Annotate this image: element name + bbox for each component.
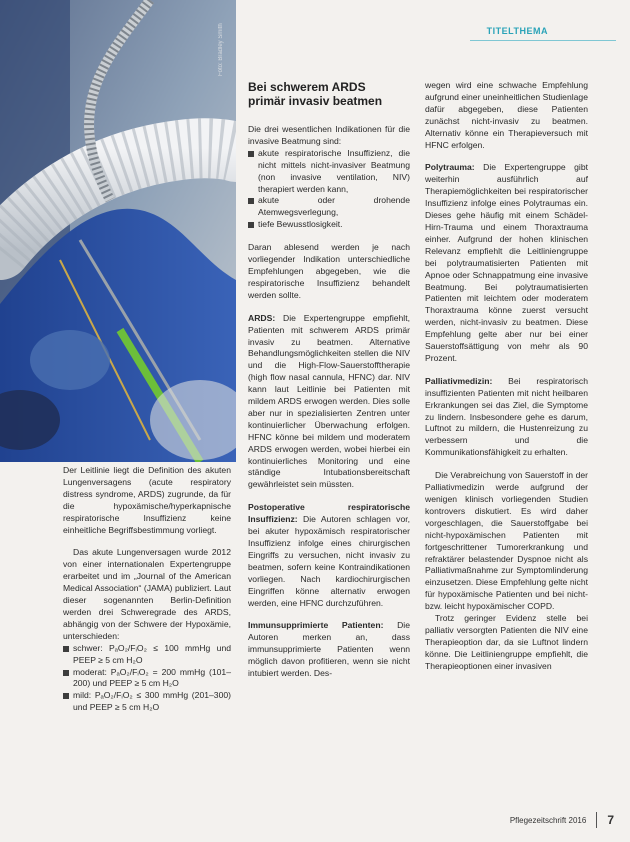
immunosuppressed-paragraph: Immunsupprimierte Patienten: Die Autoren merken an, dass immunsupprimierte Patienten wenn möglich davon profitieren, wenn sie nicht intubiert werden. Des-: [248, 620, 410, 679]
recommendation-paragraph: Daran ablesend werden je nach vorliegender Indikation unterschiedliche Empfehlungen abgegeben, wie die respiratorische Insuffizienz behandelt werden sollte.: [248, 242, 410, 300]
header-rule: [470, 40, 616, 41]
list-item: tiefe Bewusstlosigkeit.: [248, 219, 410, 231]
list-item: moderat: PₐO₂/FᵢO₂ = 200 mmHg (101–200) und PEEP ≥ 5 cm H₂O: [63, 667, 231, 691]
niv-paragraph: Trotz geringer Evidenz stelle bei palliativ versorgten Patienten die NIV eine Therapieoption dar, da sie Luftnot lindern könne. Die Leitliniengruppe empfiehlt, die Therapieoptionen einer invasiven: [425, 613, 588, 671]
ards-paragraph: ARDS: Die Expertengruppe empfiehlt, Patienten mit schwerem ARDS primär invasiv zu beatmen. Alternative Behandlungsmöglichkeiten stellen die NIV und die High-Flow-Sauerstofftherapie (high flow nasal cannula, HFNC) dar. NIV kann laut Leitlinie bei Patienten mit mildem ARDS erwogen werden. Dies solle aber nur in spezialisierten Zentren unter kontinuierlicher Überwachung erfolgen. HFNC könne bei mildem und moderatem ARDS erwogen werden, wobei hierbei ein kontinuierliches Monitoring und eine ständige Intubationsbereitschaft gewährleistet sein müssten.: [248, 312, 410, 490]
indications-intro: Die drei wesentlichen Indikationen für die invasive Beatmung sind:: [248, 124, 410, 146]
list-item: akute oder drohende Atemwegsverlegung,: [248, 195, 410, 219]
bullet-square-icon: [248, 151, 254, 157]
section-tag: TITELTHEMA: [486, 26, 548, 36]
list-item: schwer: PₐO₂/FᵢO₂ ≤ 100 mmHg und PEEP ≥ 5 cm H₂O: [63, 643, 231, 667]
column-1: [63, 465, 231, 714]
list-item: akute respiratorische Insuffizienz, die nicht mittels nicht-invasiver Beatmung (non invasive ventilation, NIV) therapiert werden kann,: [248, 148, 410, 196]
column-2: [248, 80, 410, 691]
header-photo: [0, 0, 236, 462]
postoperative-paragraph: Postoperative respiratorische Insuffizienz: Die Autoren schlagen vor, bei akuter hypoxämisch respiratorischer Insuffizienz infolge eines chirurgischen Eingriffs zu versuchen, nicht invasiv zu beatmen, sofern keine Kontraindikationen vorliegen. Nach kardiochirurgischen Eingriffen könne alternativ erwogen werden, eine HFNC durchzuführen.: [248, 502, 410, 608]
article-subheading: Bei schwerem ARDS primär invasiv beatmen: [248, 80, 383, 108]
bullet-square-icon: [63, 670, 69, 676]
photo-credit: Foto: Bradley Smith: [218, 23, 224, 76]
palliative-paragraph: Palliativmedizin: Bei respiratorisch insuffizienten Patienten mit nicht heilbaren Erkrankungen sei das Ziel, die Symptome zu lindern. Insbesondere gehe es darum, Luftnot zu mildern, die Hustenreizung zu verbessern und die Kommunikationsfähigkeit zu erhalten.: [425, 375, 588, 458]
bullet-square-icon: [248, 222, 254, 228]
list-item: mild: PₐO₂/FᵢO₂ ≤ 300 mmHg (201–300) und PEEP ≥ 5 cm H₂O: [63, 690, 231, 714]
footer-divider: [596, 812, 597, 828]
page-header: [236, 0, 630, 50]
page-number: 7: [607, 813, 614, 827]
continuation-paragraph: wegen wird eine schwache Empfehlung aufgrund einer uneinheitlichen Studienlage dafür abgegeben, diese Patienten zunächst nicht-invasiv zu beatmen. Alternativ könne ein Therapieversuch mit HFNC erfolgen.: [425, 80, 588, 150]
column-3: [425, 80, 588, 673]
bullet-square-icon: [63, 646, 69, 652]
oxygen-paragraph: Die Verabreichung von Sauerstoff in der Palliativmedizin werde aufgrund der wenigen klinisch vorliegenden Studien kontrovers diskutiert. Es wird daher vorgeschlagen, die Sauerstoffgabe bei nicht-hypoxämischen Patienten mit fortgeschrittener Tumorerkrankung und refraktärer belastender Dyspnoe nicht als Palliativmaßnahme zur Symptomlinderung einzusetzen. Diese Empfehlung gelte nicht für hypoxämische Patienten und bei nicht- bzw. leicht hypoxämischer COPD.: [425, 470, 588, 612]
bullet-square-icon: [63, 693, 69, 699]
intro-paragraph: Der Leitlinie liegt die Definition des akuten Lungenversagens (acute respiratory distress syndrome, ARDS) zugrunde, da für die hypoxämische/hyperkapnische respiratorische Insuffizienz keine einheitliche Begriffsbestimmung vorliegt.: [63, 465, 231, 535]
page-footer: [510, 812, 614, 828]
journal-name: Pflegezeitschrift 2016: [509, 815, 587, 825]
ventilator-hose-photo: [0, 0, 236, 462]
polytrauma-paragraph: Polytrauma: Die Expertengruppe gibt weiterhin ausführlich auf Therapiemöglichkeiten bei respiratorischer Insuffizienz infolge eines Polytraumas ein. Dieses gehe häufig mit einem Schädel-Hirn-Trauma und einem Thoraxtrauma einher. Aufgrund der hohen klinischen Relevanz empfiehlt die Leitliniengruppe bei polytraumatisierten Patienten mit Apnoe oder Schnappatmung eine invasive Beatmung. Bei polytraumatisierten Patienten mit leichtem oder moderatem Thoraxtrauma könne zuerst versucht werden, nicht-invasiv zu beatmen. Diese Empfehlung gelte aber nur bei einer Sauerstoffsättigung von mehr als 90 Prozent.: [425, 162, 588, 363]
bullet-square-icon: [248, 198, 254, 204]
definition-paragraph: Das akute Lungenversagen wurde 2012 von einer internationalen Expertengruppe erarbeitet und im „Journal of the American Medical Association“ (JAMA) publiziert. Laut dieser sogenannten Berlin-Definition werden drei Schweregrade des ARDS, abhängig von der Schwere der Hypoxämie, unterschieden:: [63, 547, 231, 641]
